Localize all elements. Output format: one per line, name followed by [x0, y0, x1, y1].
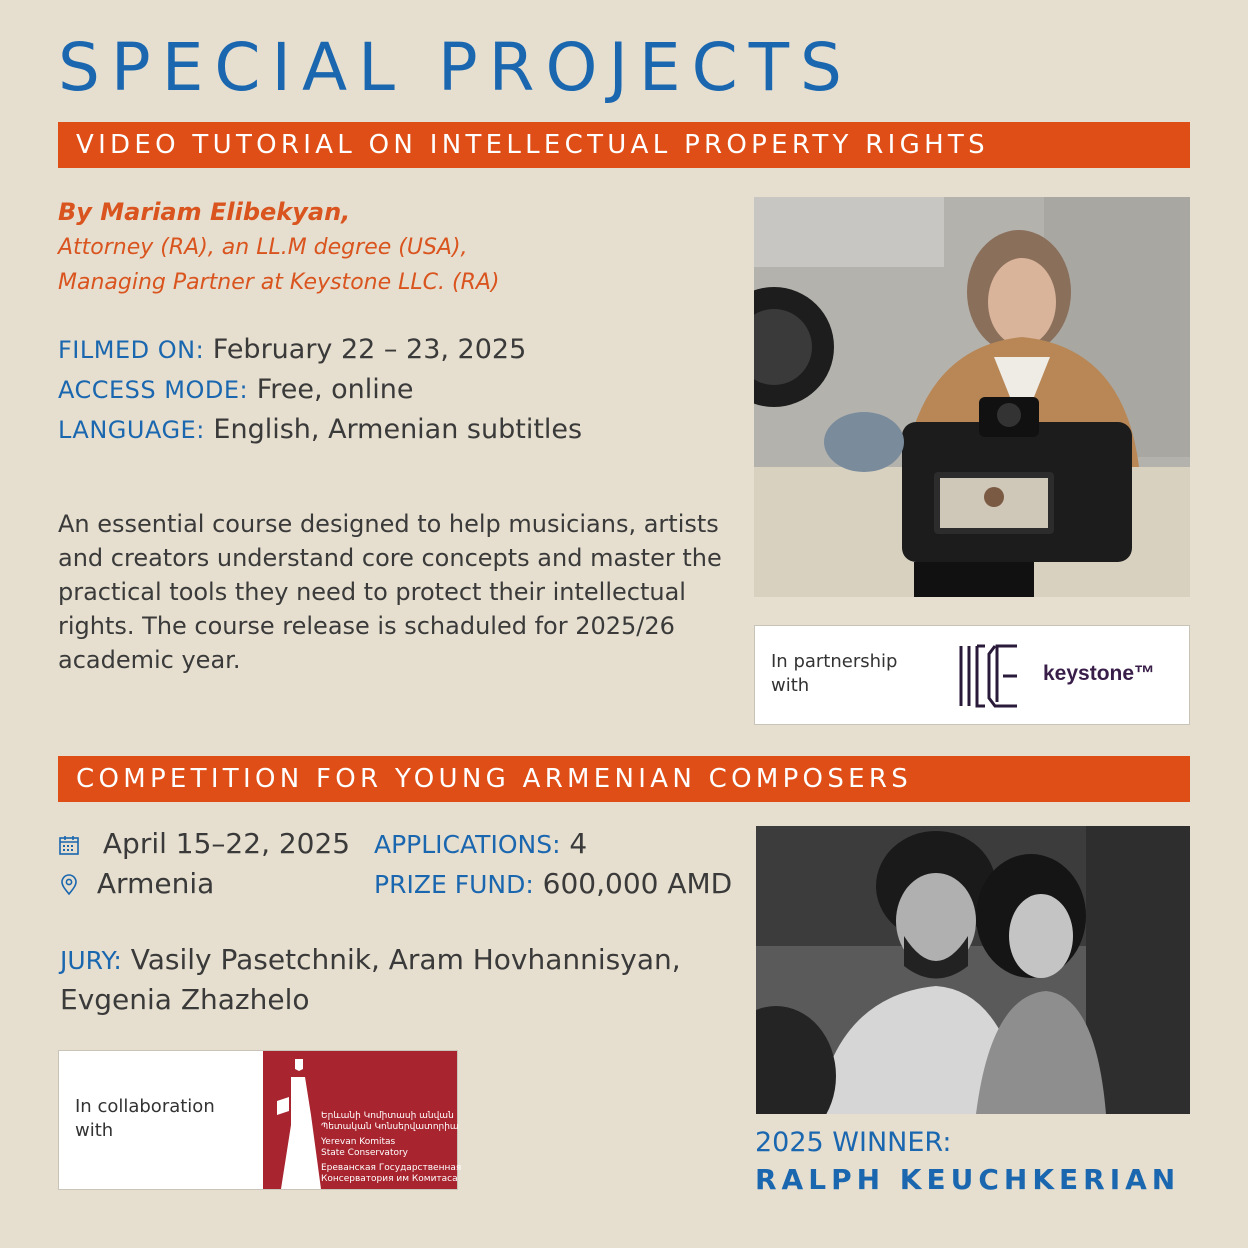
- section-band-label: COMPETITION FOR YOUNG ARMENIAN COMPOSERS: [76, 764, 913, 794]
- conservatory-name-russian-2: Консерватория им Комитаса: [321, 1174, 458, 1184]
- winner-name: RALPH KEUCHKERIAN: [755, 1163, 1181, 1196]
- winner-photo: [756, 826, 1190, 1114]
- section-band-video-tutorial: [58, 122, 1190, 168]
- access-mode-value: Free, online: [256, 374, 414, 405]
- partnership-box: [754, 625, 1190, 725]
- partnership-text: [771, 650, 897, 698]
- conservatory-name-armenian-1: Երևանի Կոմիտասի անվան: [321, 1111, 454, 1121]
- filmed-on-label: FILMED ON:: [58, 336, 205, 364]
- competition-date-row: [58, 824, 350, 864]
- collaboration-box: [58, 1050, 462, 1190]
- jury-row: [60, 940, 681, 981]
- conservatory-name-english-2: State Conservatory: [321, 1148, 409, 1158]
- keystone-logo-mark: [955, 642, 1027, 710]
- partnership-text-line1: In partnership: [771, 651, 898, 672]
- conservatory-name-armenian-2: Պետական Կոնսերվատորիա: [321, 1122, 459, 1132]
- filmed-on-value: February 22 – 23, 2025: [212, 334, 527, 365]
- collaboration-text-line1: In collaboration: [75, 1096, 215, 1117]
- conservatory-names: [321, 1111, 461, 1185]
- jury-value-line1: Vasily Pasetchnik, Aram Hovhannisyan,: [130, 943, 681, 976]
- applications-value: 4: [569, 827, 588, 860]
- prize-fund-row: [374, 864, 732, 905]
- conservatory-name-russian-1: Ереванская Государственная: [321, 1163, 462, 1173]
- language-value: English, Armenian subtitles: [213, 414, 583, 445]
- calendar-icon: [58, 834, 80, 856]
- author-block: [58, 195, 499, 300]
- winner-label: 2025 WINNER:: [755, 1127, 952, 1158]
- filming-photo: [754, 197, 1190, 597]
- competition-location: Armenia: [96, 867, 215, 900]
- prize-fund-label: PRIZE FUND:: [374, 870, 534, 899]
- applications-label: APPLICATIONS:: [374, 830, 561, 859]
- language-label: LANGUAGE:: [58, 416, 205, 444]
- competition-location-row: [58, 864, 214, 904]
- conservatory-name-english-1: Yerevan Komitas: [321, 1137, 396, 1147]
- jury-value-line2: Evgenia Zhazhelo: [60, 983, 310, 1016]
- section-band-label: VIDEO TUTORIAL ON INTELLECTUAL PROPERTY RIGHTS: [76, 130, 989, 160]
- filmed-on-row: [58, 330, 526, 370]
- course-description: An essential course designed to help musicians, artists and creators understand core concepts and master the practical tools they need to protect their intellectual rights. The course release is schaduled for 2025/26 academic year.: [58, 510, 722, 674]
- page-title: SPECIAL PROJECTS: [58, 29, 853, 106]
- applications-row: [374, 824, 587, 865]
- language-row: [58, 410, 582, 450]
- partnership-text-line2: with: [771, 675, 810, 696]
- conservatory-logo: [263, 1051, 462, 1189]
- author-credentials: Attorney (RA), an LL.M degree (USA),: [58, 235, 468, 260]
- author-name: By Mariam Elibekyan,: [58, 198, 351, 226]
- keystone-logo-text: keystone™: [1043, 662, 1156, 685]
- filming-photo-illustration: [754, 197, 1190, 597]
- prize-fund-value: 600,000 AMD: [542, 867, 733, 900]
- jury-label: JURY:: [60, 946, 122, 975]
- collaboration-text-line2: with: [75, 1120, 114, 1141]
- author-position: Managing Partner at Keystone LLC. (RA): [58, 270, 500, 295]
- location-pin-icon: [58, 874, 80, 896]
- access-mode-row: [58, 370, 414, 410]
- section-band-competition: [58, 756, 1190, 802]
- collaboration-text: [75, 1095, 215, 1143]
- access-mode-label: ACCESS MODE:: [58, 376, 249, 404]
- competition-date: April 15–22, 2025: [102, 827, 351, 860]
- winner-photo-illustration: [756, 826, 1190, 1114]
